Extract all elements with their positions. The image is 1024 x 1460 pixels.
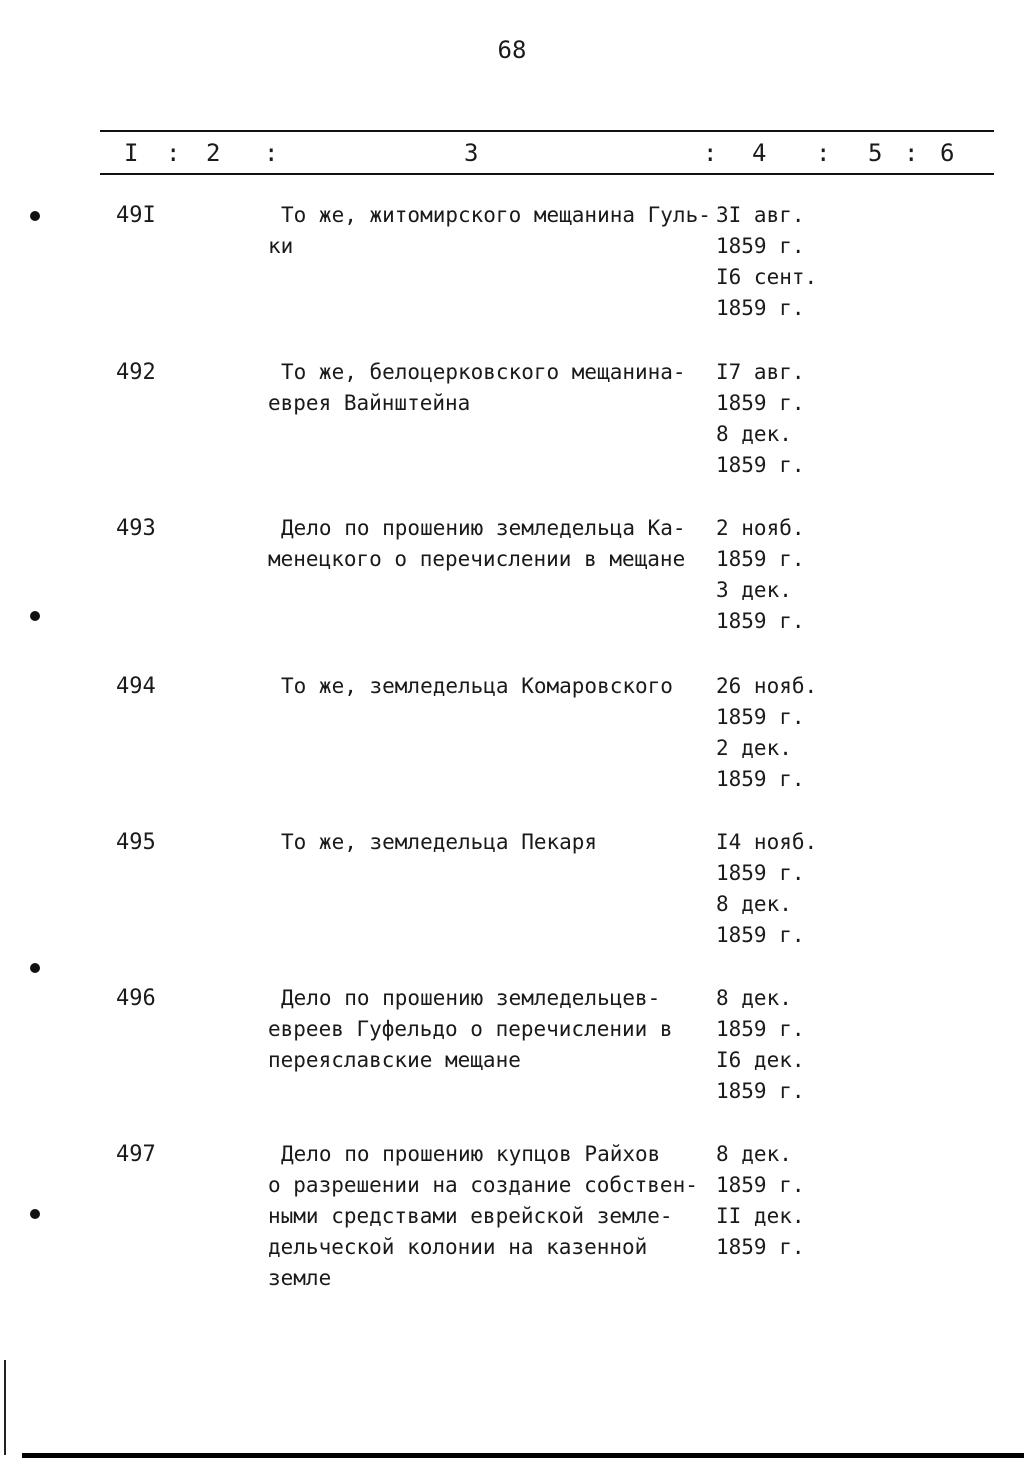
footer-rule: [22, 1453, 1024, 1458]
entry-description: [268, 200, 718, 262]
header-top-rule: [100, 130, 994, 132]
date-line: 1859 г.: [716, 1235, 805, 1259]
description-line: дельческой колонии на казенной: [268, 1235, 648, 1259]
date-line: II дек.: [716, 1204, 805, 1228]
entry-number: 497: [116, 1142, 156, 1167]
date-line: 8 дек.: [716, 1142, 792, 1166]
header-sep-5: :: [904, 139, 919, 167]
description-line: Дело по прошению купцов Райхов: [281, 1142, 661, 1166]
date-line: 1859 г.: [716, 609, 805, 633]
date-line: 2 дек.: [716, 736, 792, 760]
date-line: 1859 г.: [716, 923, 805, 947]
description-line: То же, земледельца Пекаря: [281, 830, 598, 854]
description-line: еврея Вайнштейна: [268, 391, 471, 415]
header-sep-3: :: [703, 139, 718, 167]
description-line: евреев Гуфельдо о перечислении в: [268, 1017, 673, 1041]
date-line: 8 дек.: [716, 986, 792, 1010]
date-line: 8 дек.: [716, 422, 792, 446]
header-sep-2: :: [264, 139, 279, 167]
date-line: 1859 г.: [716, 1017, 805, 1041]
date-line: I7 авг.: [716, 360, 805, 384]
date-line: 26 нояб.: [716, 674, 818, 698]
entry-number: 494: [116, 674, 156, 699]
date-line: 1859 г.: [716, 547, 805, 571]
date-line: 1859 г.: [716, 234, 805, 258]
date-line: 3 дек.: [716, 578, 792, 602]
header-sep-1: :: [166, 139, 181, 167]
entry-dates: [716, 983, 836, 1107]
binding-hole-mark: [30, 1209, 40, 1219]
binding-hole-mark: [30, 963, 40, 973]
date-line: 1859 г.: [716, 767, 805, 791]
date-line: 1859 г.: [716, 296, 805, 320]
date-line: 1859 г.: [716, 861, 805, 885]
entry-description: [268, 357, 718, 419]
description-line: ными средствами еврейской земле-: [268, 1204, 673, 1228]
header-col-2: 2: [206, 139, 221, 167]
entry-number: 495: [116, 830, 156, 855]
entry-description: [268, 827, 718, 858]
header-col-6: 6: [940, 139, 955, 167]
entry-number: 492: [116, 360, 156, 385]
date-line: I4 нояб.: [716, 830, 818, 854]
date-line: 1859 г.: [716, 1079, 805, 1103]
date-line: 3I авг.: [716, 203, 805, 227]
description-line: земле: [268, 1266, 332, 1290]
date-line: 1859 г.: [716, 705, 805, 729]
description-line: То же, житомирского мещанина Гуль-: [281, 203, 711, 227]
description-line: менецкого о перечислении в мещане: [268, 547, 686, 571]
date-line: 1859 г.: [716, 453, 805, 477]
description-line: Дело по прошению земледельца Ка-: [281, 516, 686, 540]
date-line: I6 дек.: [716, 1048, 805, 1072]
entry-dates: [716, 827, 836, 951]
binding-hole-mark: [30, 211, 40, 221]
entry-dates: [716, 1139, 836, 1263]
entry-description: [268, 513, 718, 575]
entry-description: [268, 671, 718, 702]
header-bottom-rule: [100, 173, 994, 175]
header-col-1: I: [124, 139, 139, 167]
date-line: I6 сент.: [716, 265, 818, 289]
header-col-4: 4: [752, 139, 767, 167]
entry-description: [268, 1139, 718, 1294]
entry-dates: [716, 200, 836, 324]
description-line: То же, белоцерковского мещанина-: [281, 360, 686, 384]
page-number: 68: [497, 36, 527, 64]
entry-number: 496: [116, 986, 156, 1011]
description-line: переяславские мещане: [268, 1048, 521, 1072]
entry-number: 493: [116, 516, 156, 541]
entry-dates: [716, 513, 836, 637]
description-line: о разрешении на создание собствен-: [268, 1173, 698, 1197]
date-line: 1859 г.: [716, 1173, 805, 1197]
binding-hole-mark: [30, 611, 40, 621]
date-line: 2 нояб.: [716, 516, 805, 540]
entry-dates: [716, 671, 836, 795]
scan-edge-mark: [4, 1360, 6, 1455]
entry-number: 49I: [116, 203, 156, 228]
date-line: 1859 г.: [716, 391, 805, 415]
header-col-5: 5: [868, 139, 883, 167]
description-line: ки: [268, 234, 294, 258]
date-line: 8 дек.: [716, 892, 792, 916]
header-sep-4: :: [816, 139, 831, 167]
entry-dates: [716, 357, 836, 481]
entry-description: [268, 983, 718, 1076]
description-line: То же, земледельца Комаровского: [281, 674, 673, 698]
description-line: Дело по прошению земледельцев-: [281, 986, 661, 1010]
header-col-3: 3: [464, 139, 479, 167]
